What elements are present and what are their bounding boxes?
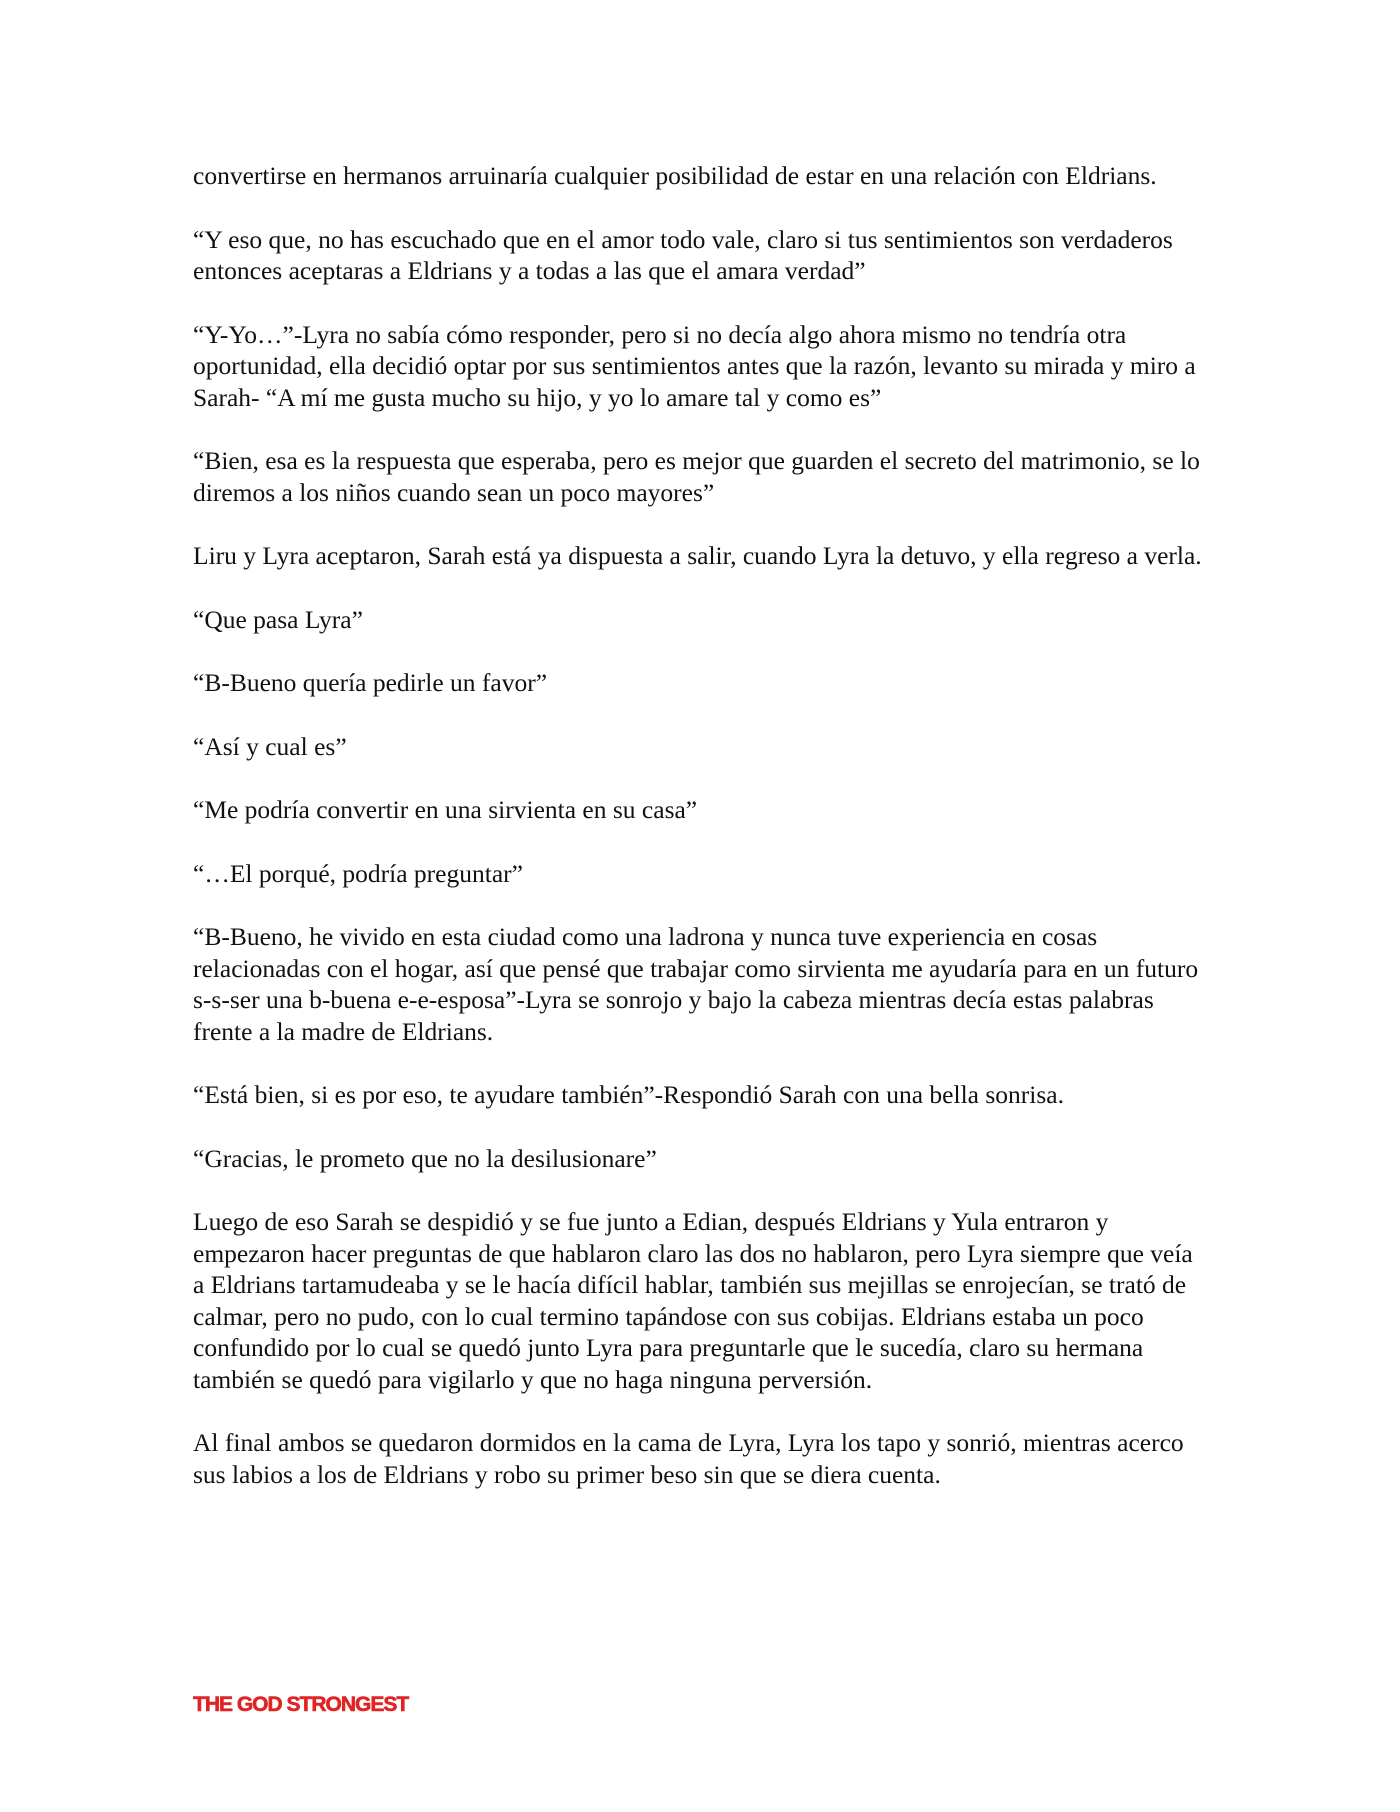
paragraph: “Está bien, si es por eso, te ayudare también”-Respondió Sarah con una bella sonrisa. [193, 1080, 1064, 1109]
paragraph: “…El porqué, podría preguntar” [193, 858, 523, 888]
paragraph: Luego de eso Sarah se despidió y se fue junto a Edian, después Eldrians y Yula entraron y empezaron hacer preguntas de que hablaron claro las dos no hablaron, pero Lyra siempre que veía a Eldrians tartamudeaba y se le hacía difícil hablar, también sus mejillas se enrojecían, se trató de calmar, pero no pudo, con lo cual termino tapándose con sus cobijas. Eldrians estaba un poco confundido por lo cual se quedó junto Lyra para preguntarle que le sucedía, claro su hermana también se quedó para vigilarlo y que no haga ninguna perversión. [193, 1207, 1193, 1394]
paragraph: Liru y Lyra aceptaron, Sarah está ya dispuesta a salir, cuando Lyra la detuvo, y ella regreso a verla. [193, 541, 1202, 570]
document-body [193, 160, 1208, 1522]
paragraph: “Que pasa Lyra” [193, 604, 363, 634]
paragraph: “Y-Yo…”-Lyra no sabía cómo responder, pero si no decía algo ahora mismo no tendría otra oportunidad, ella decidió optar por sus sentimientos antes que la razón, levanto su mirada y miro a Sarah- “A mí me gusta mucho su hijo, y yo lo amare tal y como es” [193, 319, 1196, 412]
paragraph: “Bien, esa es la respuesta que esperaba, pero es mejor que guarden el secreto del matrimonio, se lo diremos a los niños cuando sean un poco mayores” [193, 446, 1200, 507]
paragraph: “B-Bueno, he vivido en esta ciudad como una ladrona y nunca tuve experiencia en cosas relacionadas con el hogar, así que pensé que trabajar como sirvienta me ayudaría para en un futuro s-s-ser una b-buena e-e-esposa”-Lyra se sonrojo y bajo la cabeza mientras decía estas palabras frente a la madre de Eldrians. [193, 922, 1199, 1046]
paragraph: Al final ambos se quedaron dormidos en la cama de Lyra, Lyra los tapo y sonrió, mientras acerco sus labios a los de Eldrians y robo su primer beso sin que se diera cuenta. [193, 1428, 1184, 1489]
paragraph: convertirse en hermanos arruinaría cualquier posibilidad de estar en una relación con Eldrians. [193, 161, 1157, 190]
footer-brand-logo: THE GOD STRONGEST [193, 1693, 409, 1716]
paragraph: “Así y cual es” [193, 731, 347, 761]
paragraph: “Y eso que, no has escuchado que en el amor todo vale, claro si tus sentimientos son verdaderos entonces aceptaras a Eldrians y a todas a las que el amara verdad” [193, 224, 1173, 285]
paragraph: “Gracias, le prometo que no la desilusionare” [193, 1143, 657, 1173]
paragraph: “Me podría convertir en una sirvienta en su casa” [193, 795, 698, 824]
paragraph: “B-Bueno quería pedirle un favor” [193, 668, 548, 697]
